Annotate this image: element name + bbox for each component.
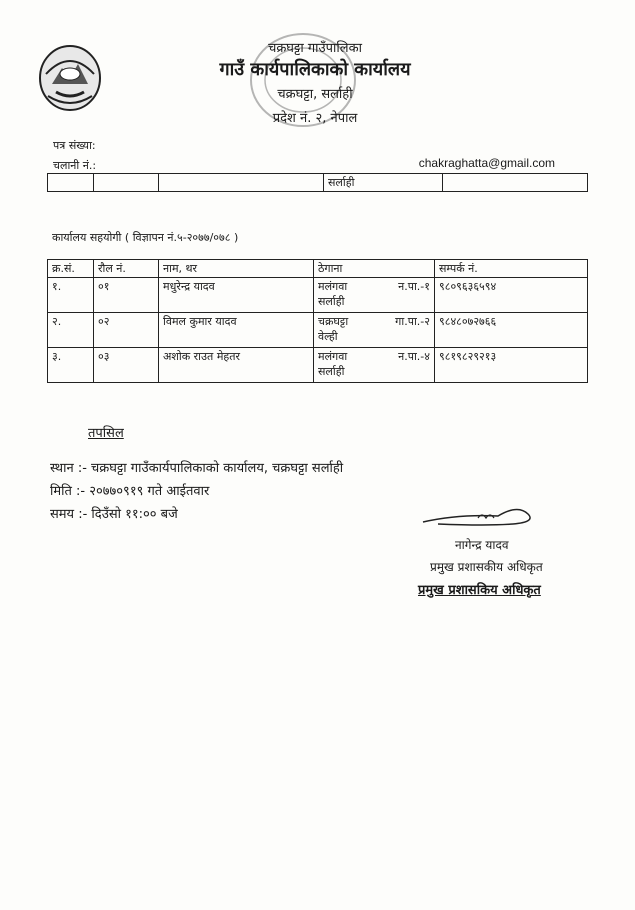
addr-district: वेल्ही xyxy=(318,330,338,343)
col-header-contact: सम्पर्क नं. xyxy=(435,260,588,278)
cell-phone: ९८४८०७२७६६ xyxy=(435,313,588,348)
cell-sn: २. xyxy=(48,313,94,348)
reference-table xyxy=(47,173,588,192)
signatory-name: नागेन्द्र यादव xyxy=(455,538,509,552)
col-header-name: नाम, थर xyxy=(159,260,314,278)
cell-roll: ०३ xyxy=(94,348,159,383)
addr-place: मलंगवा xyxy=(318,280,348,293)
col-header-address: ठेगाना xyxy=(314,260,435,278)
handwritten-signature xyxy=(418,500,583,532)
ref-district-cell: सर्लाही xyxy=(324,174,443,192)
header-province: प्रदेश नं. २, नेपाल xyxy=(272,111,358,126)
details-date: मिति :- २०७७०९१९ गते आईतवार xyxy=(50,484,210,499)
announcement-heading: कार्यालय सहयोगी ( विज्ञापन नं.५-२०७७/०७८ ) xyxy=(52,231,239,244)
cell-sn: १. xyxy=(48,278,94,313)
table-row xyxy=(48,348,588,383)
addr-district: सर्लाही xyxy=(318,295,345,308)
cell-address xyxy=(314,348,435,383)
addr-ward: गा.पा.-२ xyxy=(395,315,430,328)
nepal-emblem-icon xyxy=(38,44,102,112)
email-address: chakraghatta@gmail.com xyxy=(418,156,555,170)
chalani-label: चलानी नं.: xyxy=(53,159,97,172)
ref-cell xyxy=(94,174,159,192)
signatory-position: प्रमुख प्रशासकीय अधिकृत xyxy=(430,560,543,574)
header-location: चक्रघट्टा, सर्लाही xyxy=(277,87,353,102)
addr-district: सर्लाही xyxy=(318,365,345,378)
cell-sn: ३. xyxy=(48,348,94,383)
ref-cell xyxy=(48,174,94,192)
details-heading: तपसिल xyxy=(88,426,124,441)
col-header-roll: रौल नं. xyxy=(94,260,159,278)
addr-ward: न.पा.-१ xyxy=(398,280,430,293)
cell-roll: ०२ xyxy=(94,313,159,348)
cell-roll: ०१ xyxy=(94,278,159,313)
addr-place: चक्रघट्टा xyxy=(318,315,349,328)
details-time: समय :- दिउँसो ११:०० बजे xyxy=(50,507,178,522)
signatory-stamp: प्रमुख प्रशासकिय अधिकृत xyxy=(418,583,541,598)
ref-cell xyxy=(443,174,588,192)
table-header-row xyxy=(48,260,588,278)
cell-address xyxy=(314,278,435,313)
cell-name: विमल कुमार यादव xyxy=(159,313,314,348)
cell-phone: ९८१९८२९२१३ xyxy=(435,348,588,383)
addr-ward: न.पा.-४ xyxy=(398,350,430,363)
header-municipality: चक्रघट्टा गाउँपालिका xyxy=(268,41,362,56)
patra-sankhya-label: पत्र संख्या: xyxy=(53,139,96,152)
col-header-sn: क्र.सं. xyxy=(48,260,94,278)
table-row xyxy=(48,278,588,313)
ref-cell xyxy=(159,174,324,192)
table-row xyxy=(48,313,588,348)
candidate-table xyxy=(47,259,588,383)
cell-name: अशोक राउत मेहतर xyxy=(159,348,314,383)
cell-phone: ९८०९६३६५९४ xyxy=(435,278,588,313)
header-office-title: गाउँ कार्यपालिकाको कार्यालय xyxy=(219,59,411,80)
details-place: स्थान :- चक्रघट्टा गाउँकार्यपालिकाको कार्यालय, चक्रघट्टा सर्लाही xyxy=(50,461,344,476)
cell-address xyxy=(314,313,435,348)
addr-place: मलंगवा xyxy=(318,350,348,363)
cell-name: मधुरेन्द्र यादव xyxy=(159,278,314,313)
